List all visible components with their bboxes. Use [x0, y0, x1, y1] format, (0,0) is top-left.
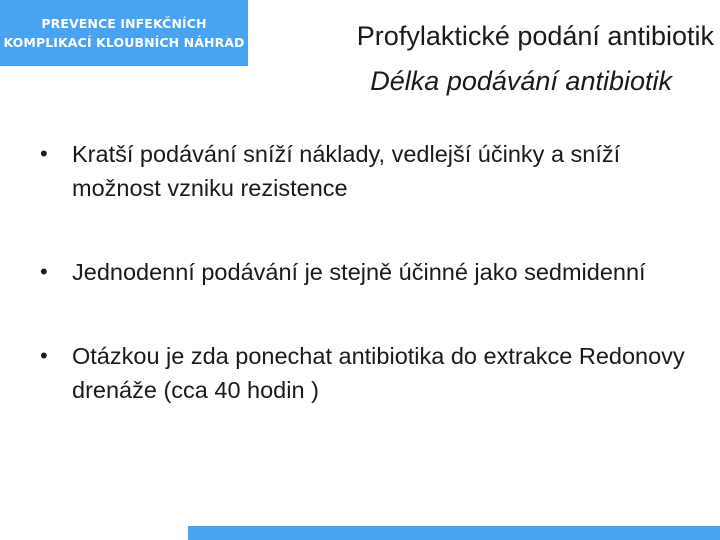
slide-title: Profylaktické podání antibiotik — [356, 21, 714, 51]
bullet-dot-icon: • — [40, 343, 48, 368]
bullet-text: Otázkou je zda ponechat antibiotika do extrakce Redonovy drenáže (cca 40 hodin ) — [72, 343, 685, 403]
bullet-dot-icon: • — [40, 141, 48, 166]
logo-line-1: PREVENCE INFEKČNÍCH — [41, 16, 207, 31]
bullet-item — [38, 255, 688, 289]
bullet-item — [38, 339, 688, 407]
slide-subtitle: Délka podávání antibiotik — [370, 66, 672, 96]
bullet-list — [38, 137, 688, 457]
footer-accent-bar — [188, 526, 720, 540]
logo-line-2: KOMPLIKACÍ KLOUBNÍCH NÁHRAD — [3, 35, 245, 50]
bullet-dot-icon: • — [40, 259, 48, 284]
logo-box — [0, 0, 248, 66]
bullet-text: Jednodenní podávání je stejně účinné jako sedmidenní — [72, 259, 646, 285]
bullet-text: Kratší podávání sníží náklady, vedlejší účinky a sníží možnost vzniku rezistence — [72, 141, 621, 201]
bullet-item — [38, 137, 688, 205]
